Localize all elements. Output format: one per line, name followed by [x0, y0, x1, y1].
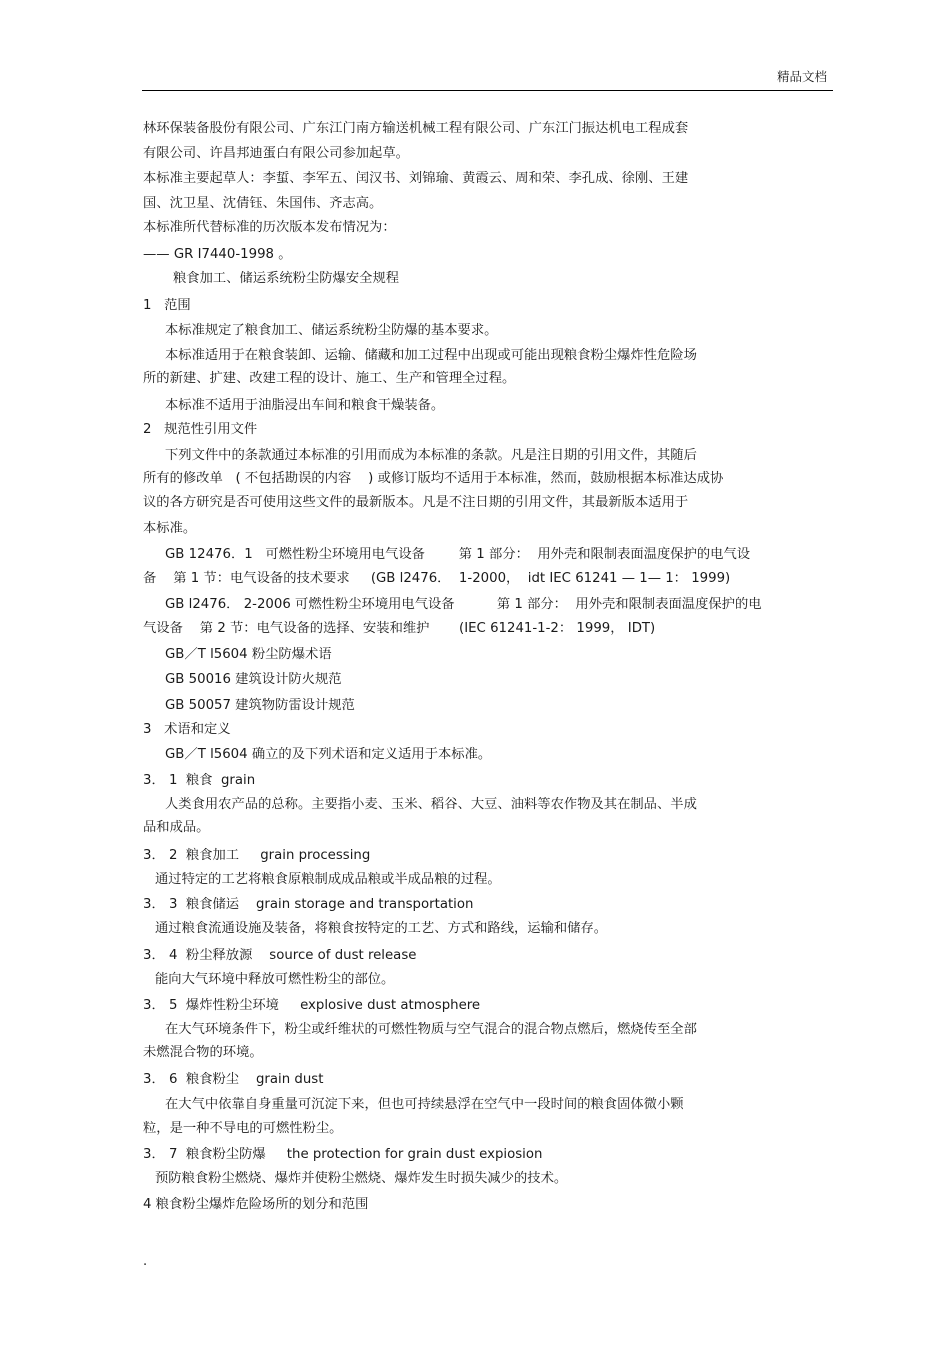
text-line: 本标准所代替标准的历次版本发布情况为：: [143, 220, 396, 235]
text-line: GB／T l5604 粉尘防爆术语: [165, 647, 332, 662]
text-line: 通过特定的工艺将粮食原粮制成成品粮或半成品粮的过程。: [155, 872, 501, 887]
header-text: 精品文档: [776, 69, 827, 84]
term-heading: 3． 4 粉尘释放源 source of dust release: [143, 948, 417, 963]
text-line: 粒，是一种不导电的可燃性粉尘。: [143, 1121, 343, 1136]
term-heading: 3． 1 粮食 grain: [143, 773, 256, 788]
text-line: 未燃混合物的环境。: [143, 1045, 263, 1060]
text-line: 本标准适用于在粮食装卸、运输、储藏和加工过程中出现或可能出现粮食粉尘爆炸性危险场: [165, 348, 697, 363]
text-line: 在大气中依靠自身重量可沉淀下来，但也可持续悬浮在空气中一段时间的粮食固体微小颗: [165, 1097, 684, 1112]
text-line: GB／T l5604 确立的及下列术语和定义适用于本标准。: [165, 747, 492, 762]
term-heading: 3． 3 粮食储运 grain storage and transportation: [143, 897, 474, 912]
text-line: 林环保装备股份有限公司、广东江门南方输送机械工程有限公司、广东江门振达机电工程成套: [143, 121, 689, 136]
text-line: 本标准主要起草人：李蜇、李军五、闰汉书、刘锦瑜、黄霞云、周和荣、李孔成、徐刚、王建: [143, 171, 689, 186]
footer-mark: .: [143, 1254, 148, 1269]
text-line: GB 50016 建筑设计防火规范: [165, 672, 342, 687]
text-line: 能向大气环境中释放可燃性粉尘的部位。: [155, 972, 395, 987]
text-line: 气设备 第 2 节：电气设备的选择、安装和维护 (IEC 61241-1-2： 1999， IDT): [143, 621, 656, 636]
text-line: GB l2476． 2-2006 可燃性粉尘环境用电气设备 第 1 部分： 用外壳和限制表面温度保护的电: [165, 597, 762, 612]
term-heading: 3． 5 爆炸性粉尘环境 explosive dust atmosphere: [143, 998, 481, 1013]
section-heading: 4 粮食粉尘爆炸危险场所的划分和范围: [143, 1197, 369, 1212]
text-line: 有限公司、许昌邦迪蛋白有限公司参加起草。: [143, 146, 409, 161]
text-line: 所的新建、扩建、改建工程的设计、施工、生产和管理全过程。: [143, 371, 516, 386]
text-line: 国、沈卫星、沈倩钰、朱国伟、齐志高。: [143, 196, 383, 211]
text-line: —— GR I7440-1998 。: [143, 247, 292, 262]
section-heading: 3 术语和定义: [143, 722, 231, 737]
text-line: 备 第 1 节：电气设备的技术要求 (GB l2476． 1-2000， idt IEC 61241 — 1— 1： 1999): [143, 571, 731, 586]
text-line: 人类食用农产品的总称。主要指小麦、玉米、稻谷、大豆、油料等农作物及其在制品、半成: [165, 797, 697, 812]
text-line: 所有的修改单 ( 不包括勘误的内容 ) 或修订版均不适用于本标准，然而，鼓励根据本标准达成协: [143, 471, 724, 486]
text-line: 通过粮食流通设施及装备，将粮食按特定的工艺、方式和路线，运输和储存。: [155, 921, 608, 936]
term-heading: 3． 2 粮食加工 grain processing: [143, 848, 371, 863]
text-line: 议的各方研究是否可使用这些文件的最新版本。凡是不注日期的引用文件，其最新版本适用于: [143, 495, 689, 510]
text-line: 本标准规定了粮食加工、储运系统粉尘防爆的基本要求。: [165, 323, 498, 338]
section-heading: 1 范围: [143, 298, 191, 313]
text-line: 本标准不适用于油脂浸出车间和粮食干燥装备。: [165, 398, 445, 413]
text-line: GB 12476．1 可燃性粉尘环境用电气设备 第 1 部分： 用外壳和限制表面温度保护的电气设: [165, 547, 751, 562]
text-line: 下列文件中的条款通过本标准的引用而成为本标准的条款。凡是注日期的引用文件，其随后: [165, 448, 697, 463]
text-line: 本标准。: [143, 521, 197, 536]
standard-title: 粮食加工、储运系统粉尘防爆安全规程: [173, 271, 400, 286]
term-heading: 3． 6 粮食粉尘 grain dust: [143, 1072, 324, 1087]
text-line: 在大气环境条件下，粉尘或纤维状的可燃性物质与空气混合的混合物点燃后，燃烧传至全部: [165, 1022, 697, 1037]
text-line: 品和成品。: [143, 820, 210, 835]
section-heading: 2 规范性引用文件: [143, 422, 258, 437]
text-line: GB 50057 建筑物防雷设计规范: [165, 698, 355, 713]
text-line: 预防粮食粉尘燃烧、爆炸并使粉尘燃烧、爆炸发生时损失减少的技术。: [155, 1171, 568, 1186]
term-heading: 3． 7 粮食粉尘防爆 the protection for grain dust expiosion: [143, 1147, 543, 1162]
page-header: [142, 66, 833, 91]
